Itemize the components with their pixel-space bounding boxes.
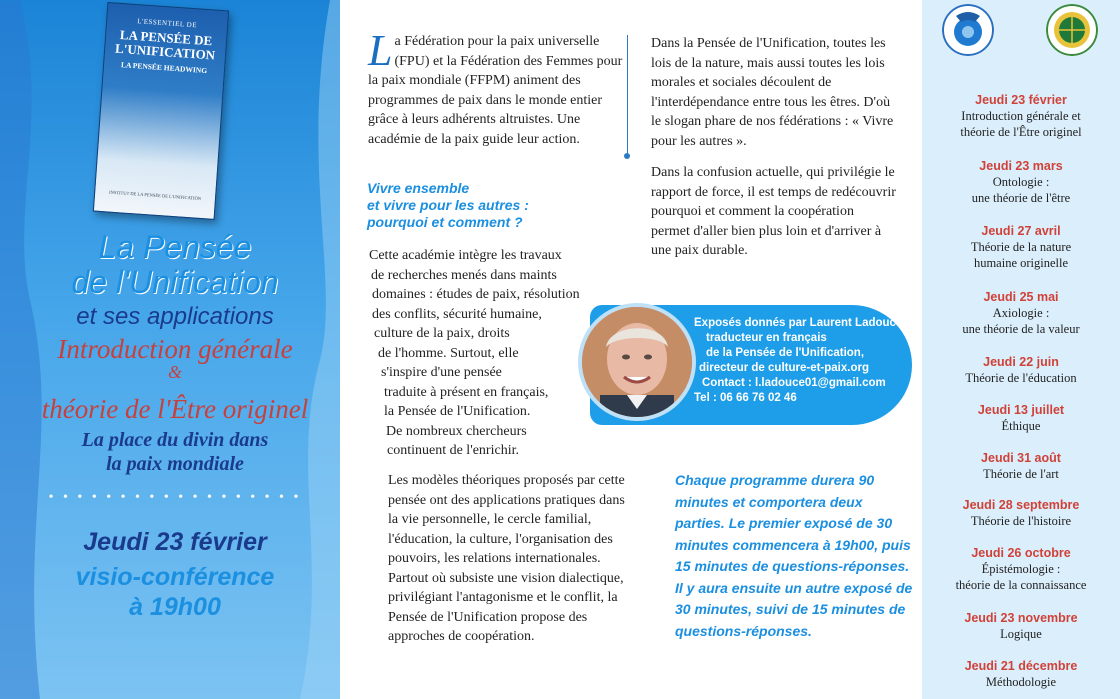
drop-cap: L <box>368 26 393 75</box>
ffpm-logo-icon <box>1046 4 1098 56</box>
event-date: Jeudi 23 février <box>83 528 267 556</box>
academy-line: traduite à présent en français, <box>384 384 549 400</box>
schedule-subject: Axiologie : <box>992 306 1050 320</box>
schedule-subject: Ontologie : <box>992 175 1050 189</box>
schedule-date: Jeudi 26 octobre <box>971 546 1071 560</box>
schedule-item <box>922 223 1120 271</box>
schedule-item <box>922 658 1120 690</box>
schedule-subject: théorie de la connaissance <box>955 578 1087 592</box>
academy-line: domaines : études de paix, résolution <box>372 287 580 302</box>
tagline-line1: La place du divin dans <box>81 429 269 451</box>
schedule-date: Jeudi 21 décembre <box>964 659 1078 673</box>
subhead-line2: et vivre pour les autres : <box>367 197 529 213</box>
book-line1: L'ESSENTIEL DE <box>136 17 198 30</box>
academy-line: Cette académie intègre les travaux <box>369 248 562 263</box>
intro-text: a Fédération pour la paix universelle (FPU) et la Fédération des Femmes pour la paix mondiale (FFPM) animent des programmes de paix dans le monde entier grâce à leurs adhérents altruistes. Une académie de la paix guide leur action. <box>368 34 623 147</box>
title-line3: et ses applications <box>76 303 274 330</box>
interdependence-paragraph: Dans la Pensée de l'Unification, toutes les lois de la nature, mais aussi toutes les lois morales et sociales découlent de l'interdépendance entre tous les êtres. D'où le slogan phare de nos fédérations : « Vivre pour les autres ». <box>651 36 894 149</box>
schedule-date: Jeudi 28 septembre <box>962 498 1080 512</box>
section-subhead <box>367 180 607 231</box>
academy-line: culture de la paix, droits <box>374 326 510 341</box>
academy-line: de l'homme. Surtout, elle <box>378 345 519 361</box>
schedule-item <box>922 610 1120 642</box>
speaker-info <box>694 316 909 406</box>
schedule-subject: une théorie de l'être <box>971 191 1071 205</box>
schedule-subject: Théorie de l'histoire <box>970 514 1072 528</box>
title-line2: de l'Unification <box>71 264 279 300</box>
program-details: Chaque programme durera 90 minutes et comportera deux parties. Le premier exposé de 30 minutes commencera à 19h00, puis 15 minutes de questions-réponses. Il y aura ensuite un autre exposé de 30 minutes, suivi de 15 minutes de questions-réponses. <box>675 472 913 639</box>
schedule-subject: une théorie de la valeur <box>962 322 1080 336</box>
academy-line: continuent de l'enrichir. <box>387 443 519 458</box>
schedule-subject: Introduction générale et <box>961 109 1081 123</box>
schedule-item <box>922 450 1120 482</box>
tagline-line2: la paix mondiale <box>106 453 244 475</box>
schedule-item <box>922 545 1120 593</box>
speaker-phone: Tel : 06 66 76 02 46 <box>694 392 797 404</box>
academy-line: la Pensée de l'Unification. <box>384 404 531 419</box>
speaker-photo <box>578 303 696 421</box>
schedule-subject: Épistémologie : <box>981 562 1061 576</box>
schedule-subject: Éthique <box>1001 419 1041 433</box>
schedule-subject: Méthodologie <box>985 675 1057 689</box>
event-time: à 19h00 <box>129 593 221 621</box>
tagline <box>0 428 350 476</box>
schedule-date: Jeudi 23 février <box>975 93 1067 107</box>
models-paragraph: Les modèles théoriques proposés par cette pensée ont des applications pratiques dans la vie personnelle, le cercle familial, l'éducation, la culture, l'organisation des pouvoirs, les relations internationales. Partout où subsiste une vision dialectique, privilégiant l'antagonisme et le conflit, la Pensée de l'Unification propose des approches de coopération. <box>388 473 625 644</box>
ampersand: & <box>167 362 182 382</box>
schedule-subject: Théorie de l'art <box>983 467 1059 481</box>
subhead-line3: pourquoi et comment ? <box>367 214 523 230</box>
column-divider <box>627 35 628 153</box>
academy-line: de recherches menés dans maints <box>371 267 557 283</box>
schedule-subject: Théorie de l'éducation <box>965 371 1077 385</box>
subtitle-line1: Introduction générale <box>57 334 293 364</box>
title-line1: La Pensée <box>98 229 252 265</box>
speaker-line3: de la Pensée de l'Unification, <box>706 347 865 359</box>
subtitle-line2: théorie de l'Être originel <box>41 394 309 424</box>
academy-paragraph <box>369 246 614 461</box>
schedule-subject: humaine originelle <box>973 256 1069 270</box>
speaker-line1: Exposés donnés par Laurent Ladouce <box>694 317 903 329</box>
book-publisher: INSTITUT DE LA PENSÉE DE L'UNIFICATION <box>108 189 202 202</box>
event-format-label: visio-conférence <box>75 563 275 591</box>
speaker-website[interactable]: directeur de culture-et-paix.org <box>699 362 869 374</box>
schedule-subject: théorie de l'Être originel <box>960 125 1082 139</box>
schedule-item <box>922 92 1120 140</box>
schedule-subject: Théorie de la nature <box>970 240 1072 254</box>
speaker-email[interactable]: Contact : l.ladouce01@gmail.com <box>702 377 886 389</box>
schedule-date: Jeudi 25 mai <box>983 290 1059 304</box>
schedule-item <box>922 354 1120 386</box>
portrait-icon <box>582 307 692 417</box>
confusion-paragraph: Dans la confusion actuelle, qui privilégie le rapport de force, il est temps de redécouvrir pourquoi et comment la coopération permet d'aller bien plus loin et d'arriver à une paix durable. <box>651 165 896 258</box>
schedule-subject: Logique <box>1000 627 1042 641</box>
dotted-divider: • • • • • • • • • • • • • • • • • • <box>48 490 302 505</box>
book-title: LA PENSÉE DE L'UNIFICATION <box>114 26 216 63</box>
schedule-item <box>922 497 1120 529</box>
schedule-date: Jeudi 23 mars <box>979 159 1063 173</box>
schedule-item <box>922 158 1120 206</box>
fpu-logo-icon <box>942 4 994 56</box>
subhead-line1: Vivre ensemble <box>367 180 470 196</box>
schedule-date: Jeudi 23 novembre <box>964 611 1078 625</box>
main-title <box>0 230 350 300</box>
schedule-date: Jeudi 13 juillet <box>977 403 1065 417</box>
schedule-date: Jeudi 31 août <box>981 451 1061 465</box>
academy-line: De nombreux chercheurs <box>386 423 527 439</box>
schedule-date: Jeudi 27 avril <box>981 224 1061 238</box>
intro-paragraph <box>368 26 626 149</box>
book-cover <box>93 2 229 220</box>
schedule-item <box>922 289 1120 337</box>
speaker-line2: traducteur en français <box>706 332 827 344</box>
column-divider-dot <box>624 153 630 159</box>
academy-line: s'inspire d'une pensée <box>381 365 502 380</box>
book-subtitle: LA PENSÉE HEADWING <box>120 60 208 76</box>
schedule-date: Jeudi 22 juin <box>983 355 1059 369</box>
schedule-item <box>922 402 1120 434</box>
event-format <box>0 562 350 622</box>
academy-line: des conflits, sécurité humaine, <box>372 306 542 322</box>
